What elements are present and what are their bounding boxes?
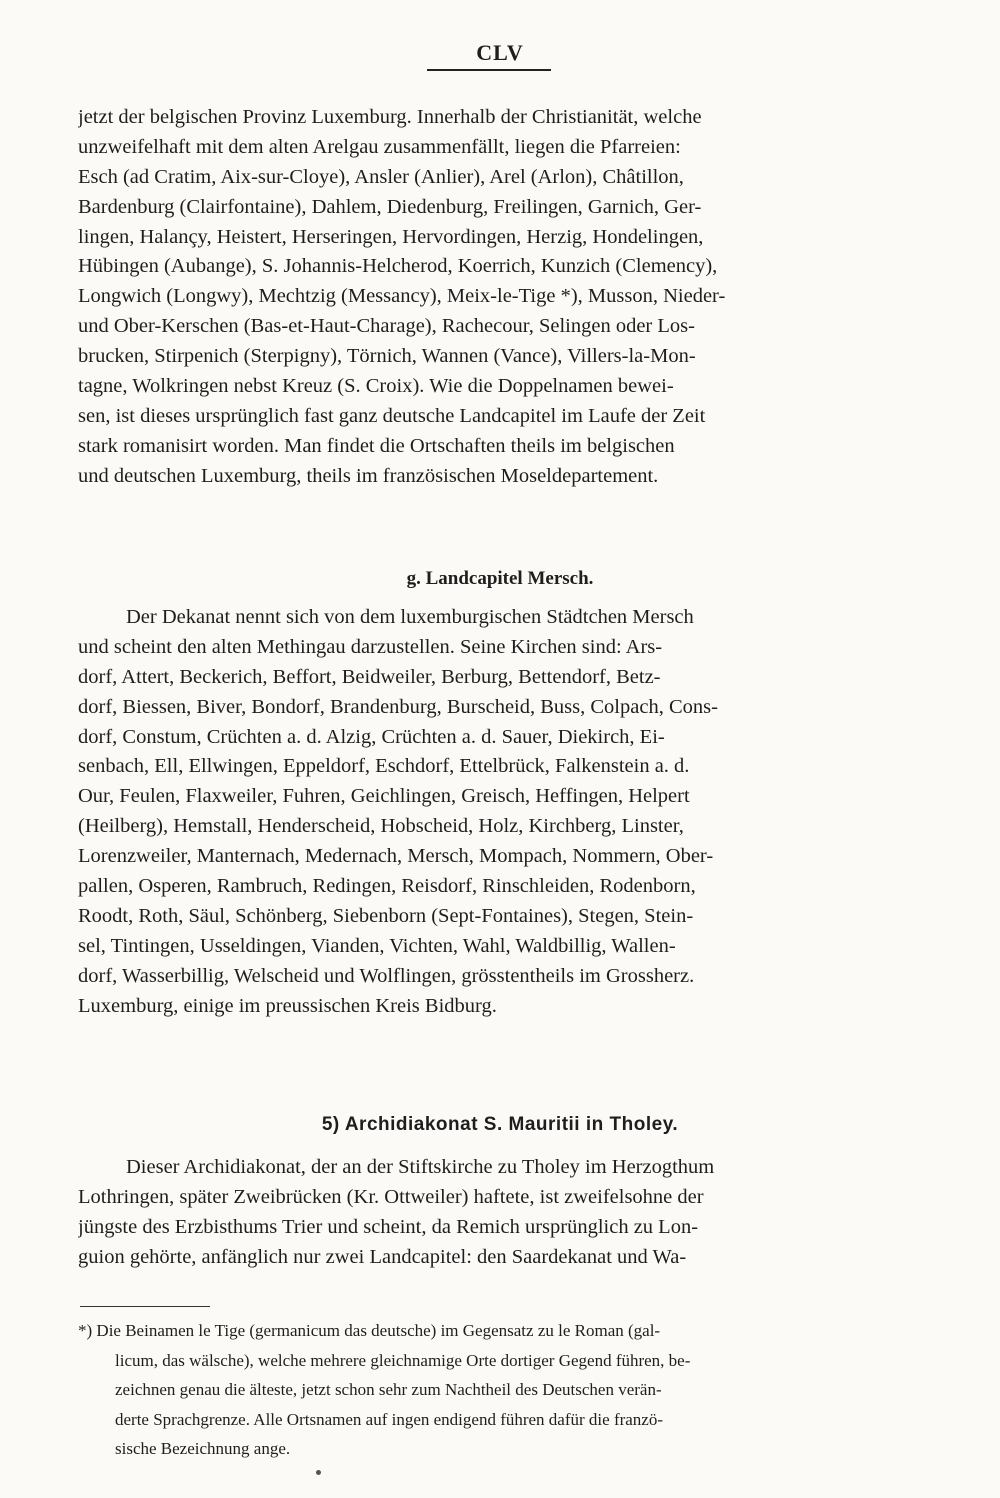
text-line: Lothringen, später Zweibrücken (Kr. Ottweiler) haftete, ist zweifelsohne der: [78, 1185, 704, 1208]
section-heading-tholey: 5) Archidiakonat S. Mauritii in Tholey.: [321, 1114, 679, 1135]
text-line: Esch (ad Cratim, Aix-sur-Cloye), Ansler (Anlier), Arel (Arlon), Châtillon,: [78, 165, 684, 188]
text-line: sen, ist dieses ursprünglich fast ganz deutsche Landcapitel im Laufe der Zeit: [78, 404, 706, 427]
text-line: und Ober-Kerschen (Bas-et-Haut-Charage), Rachecour, Selingen oder Los-: [78, 315, 695, 338]
paragraph-arelgau: [78, 103, 910, 492]
footnote-line: sische Bezeichnung ange.: [115, 1439, 291, 1458]
ink-speck: [316, 1470, 321, 1475]
text-line: jetzt der belgischen Provinz Luxemburg. Innerhalb der Christianität, welche: [78, 106, 702, 128]
text-line: Longwich (Longwy), Mechtzig (Messancy), Meix-le-Tige *), Musson, Nieder-: [78, 285, 726, 308]
header-rule: [427, 69, 551, 71]
footnote-line: derte Sprachgrenze. Alle Ortsnamen auf ingen endigend führen dafür die franzö-: [115, 1409, 664, 1429]
footnote-line: zeichnen genau die älteste, jetzt schon sehr zum Nachtheil des Deutschen verän-: [115, 1380, 662, 1399]
text-line: guion gehörte, anfänglich nur zwei Landcapitel: den Saardekanat und Wa-: [78, 1245, 687, 1268]
paragraph-tholey: [78, 1153, 910, 1273]
text-line: Hübingen (Aubange), S. Johannis-Helcherod, Koerrich, Kunzich (Clemency),: [78, 255, 718, 278]
text-line: dorf, Biessen, Biver, Bondorf, Brandenburg, Burscheid, Buss, Colpach, Cons-: [78, 695, 718, 718]
text-line: dorf, Wasserbillig, Welscheid und Wolflingen, grösstentheils im Grossherz.: [78, 964, 695, 987]
text-line: dorf, Constum, Crüchten a. d. Alzig, Crüchten a. d. Sauer, Diekirch, Ei-: [78, 725, 665, 748]
text-line: und deutschen Luxemburg, theils im französischen Moseldepartement.: [78, 464, 659, 487]
paragraph-mersch: [78, 603, 910, 1021]
footnote-rule: [80, 1306, 210, 1307]
text-line: Roodt, Roth, Säul, Schönberg, Siebenborn (Sept-Fontaines), Stegen, Stein-: [78, 904, 694, 927]
text-line: und scheint den alten Methingau darzustellen. Seine Kirchen sind: Ars-: [78, 635, 663, 658]
text-line: Bardenburg (Clairfontaine), Dahlem, Diedenburg, Freilingen, Garnich, Ger-: [78, 195, 702, 218]
page-number: CLV: [476, 40, 524, 65]
text-line: Der Dekanat nennt sich von dem luxemburgischen Städtchen Mersch: [126, 606, 694, 628]
footnote: [78, 1316, 910, 1464]
footnote-line: licum, das wälsche), welche mehrere gleichnamige Orte dortiger Gegend führen, be-: [115, 1350, 691, 1370]
section-heading-mersch: g. Landcapitel Mersch.: [406, 568, 594, 589]
text-line: Dieser Archidiakonat, der an der Stiftskirche zu Tholey im Herzogthum: [126, 1156, 715, 1178]
text-line: Lorenzweiler, Manternach, Medernach, Mersch, Mompach, Nommern, Ober-: [78, 845, 714, 868]
text-line: sel, Tintingen, Usseldingen, Vianden, Vichten, Wahl, Waldbillig, Wallen-: [78, 934, 676, 957]
text-line: tagne, Wolkringen nebst Kreuz (S. Croix). Wie die Doppelnamen bewei-: [78, 375, 674, 398]
text-line: Our, Feulen, Flaxweiler, Fuhren, Geichlingen, Greisch, Heffingen, Helpert: [78, 785, 690, 808]
text-line: pallen, Osperen, Rambruch, Redingen, Reisdorf, Rinschleiden, Rodenborn,: [78, 875, 696, 898]
text-line: lingen, Halançy, Heistert, Herseringen, Hervordingen, Herzig, Hondelingen,: [78, 225, 704, 248]
text-line: dorf, Attert, Beckerich, Beffort, Beidweiler, Berburg, Bettendorf, Betz-: [78, 665, 661, 688]
text-line: (Heilberg), Hemstall, Henderscheid, Hobscheid, Holz, Kirchberg, Linster,: [78, 815, 684, 838]
text-line: Luxemburg, einige im preussischen Kreis Bidburg.: [78, 994, 497, 1017]
text-line: jüngste des Erzbisthums Trier und scheint, da Remich ursprünglich zu Lon-: [78, 1215, 699, 1238]
text-line: stark romanisirt worden. Man findet die Ortschaften theils im belgischen: [78, 434, 675, 457]
text-line: unzweifelhaft mit dem alten Arelgau zusammenfällt, liegen die Pfarreien:: [78, 135, 681, 158]
footnote-line: *) Die Beinamen le Tige (germanicum das deutsche) im Gegensatz zu le Roman (gal-: [78, 1321, 661, 1340]
text-line: senbach, Ell, Ellwingen, Eppeldorf, Eschdorf, Ettelbrück, Falkenstein a. d.: [78, 755, 690, 778]
text-line: brucken, Stirpenich (Sterpigny), Törnich, Wannen (Vance), Villers-la-Mon-: [78, 345, 696, 368]
